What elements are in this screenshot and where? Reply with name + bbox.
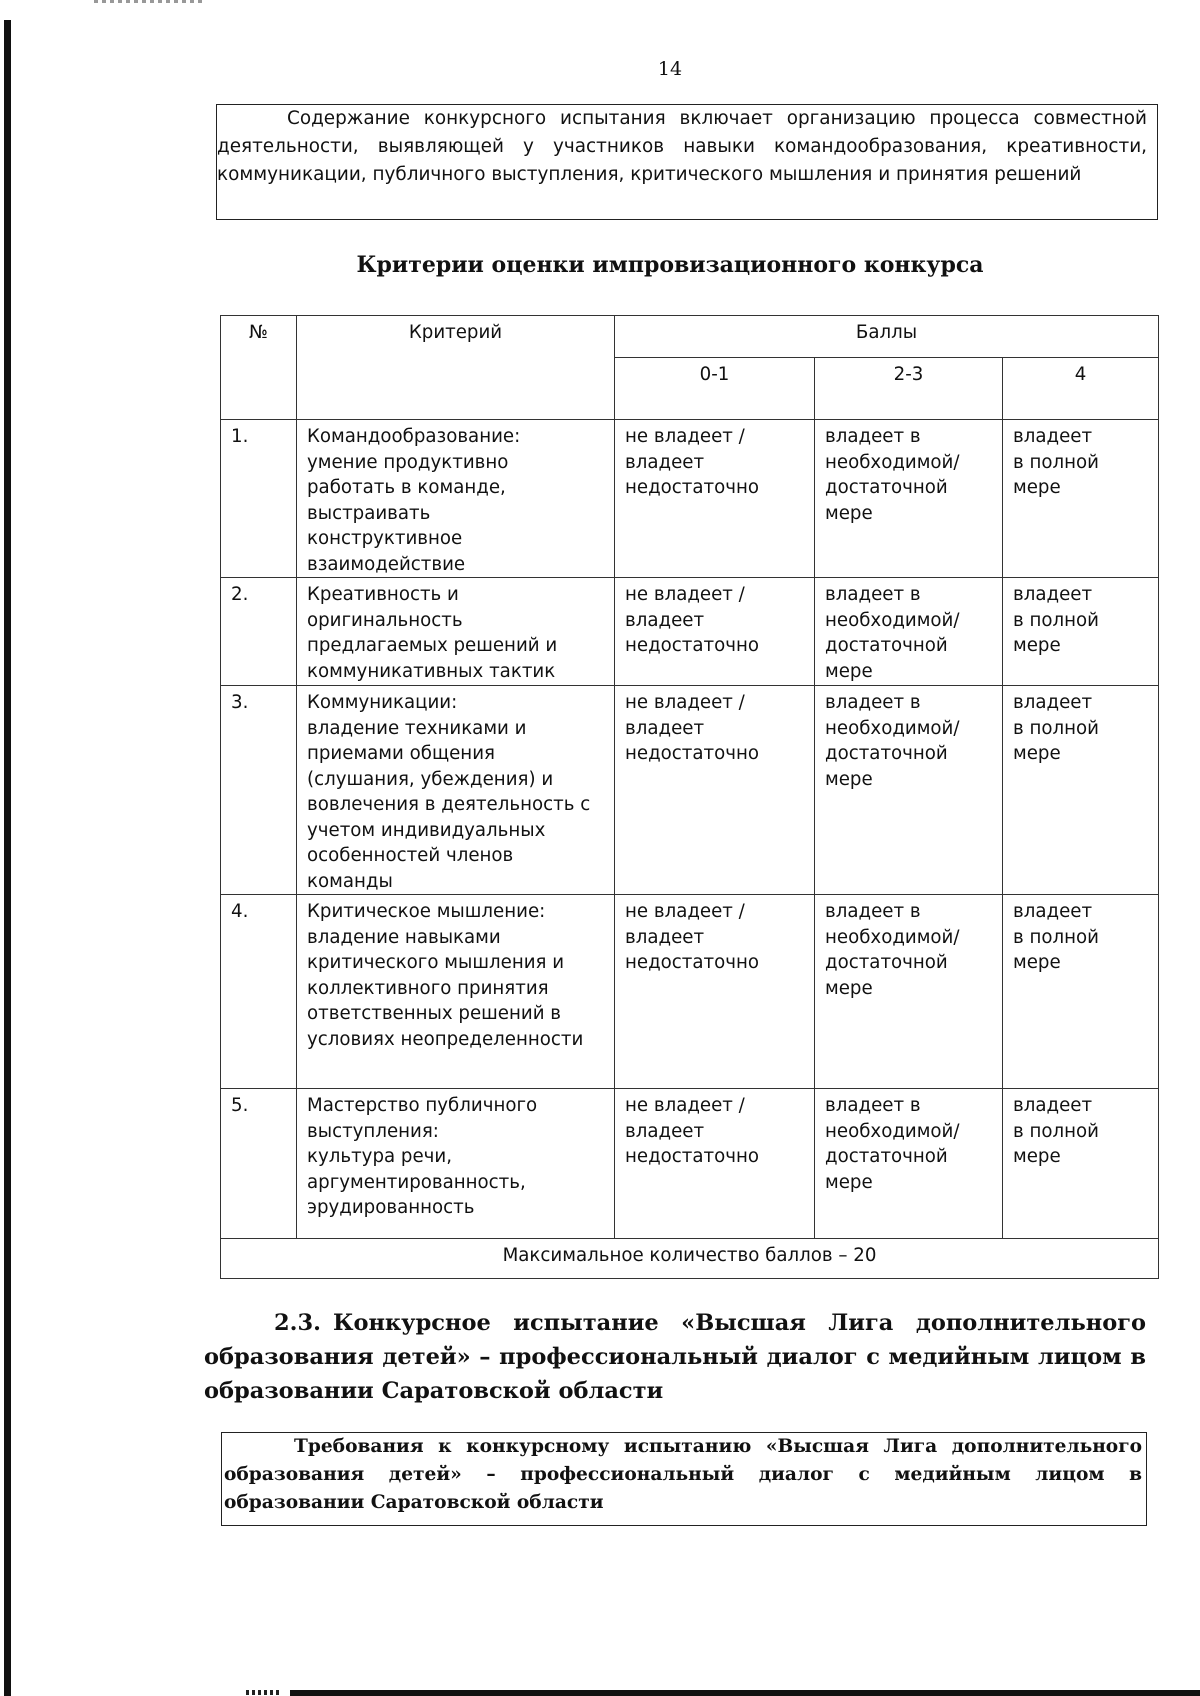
score-cell-high: владеет в полной мере	[1003, 1089, 1159, 1239]
content-description-box: Содержание конкурсного испытания включает организацию процесса совместной деятельности, выявляющей у участников навыки командообразования, креативности, коммуникации, публичного выступления, критического мышления и принятия решений	[216, 104, 1158, 220]
table-row	[221, 895, 1159, 1089]
score-cell-mid: владеет в необходимой/ достаточной мере	[815, 895, 1003, 1089]
score-cell-high: владеет в полной мере	[1003, 686, 1159, 895]
table-row	[221, 1089, 1159, 1239]
page-number: 14	[657, 58, 683, 80]
scan-edge-bottom	[290, 1690, 1200, 1696]
criterion-cell: Креативность и оригинальность предлагаемых решений и коммуникативных тактик	[297, 578, 615, 686]
score-cell-mid: владеет в необходимой/ достаточной мере	[815, 420, 1003, 578]
max-score-total: Максимальное количество баллов – 20	[221, 1239, 1159, 1279]
subsection-heading	[204, 1306, 1146, 1408]
table-row	[221, 686, 1159, 895]
criteria-table	[220, 315, 1159, 1279]
score-cell-mid: владеет в необходимой/ достаточной мере	[815, 578, 1003, 686]
requirements-box: Требования к конкурсному испытанию «Высшая Лига дополнительного образования детей» – профессиональный диалог с медийным лицом в образовании Саратовской области	[221, 1432, 1147, 1526]
score-cell-low: не владеет / владеет недостаточно	[615, 578, 815, 686]
row-number: 5.	[221, 1089, 297, 1239]
criterion-cell: Критическое мышление: владение навыками критического мышления и коллективного принятия ответственных решений в условиях неопределенности	[297, 895, 615, 1089]
scan-artifact-top	[94, 0, 204, 3]
criterion-cell: Мастерство публичного выступления: культура речи, аргументированность, эрудированность	[297, 1089, 615, 1239]
table-row	[221, 578, 1159, 686]
score-cell-low: не владеет / владеет недостаточно	[615, 420, 815, 578]
header-num: №	[221, 316, 297, 420]
header-score-range: 0-1	[615, 358, 815, 420]
row-number: 2.	[221, 578, 297, 686]
row-number: 3.	[221, 686, 297, 895]
score-cell-high: владеет в полной мере	[1003, 420, 1159, 578]
criterion-cell: Коммуникации: владение техниками и приемами общения (слушания, убеждения) и вовлечения в деятельность с учетом индивидуальных особенностей членов команды	[297, 686, 615, 895]
subsection-number: 2.3.	[274, 1310, 321, 1336]
row-number: 4.	[221, 895, 297, 1089]
score-cell-low: не владеет / владеет недостаточно	[615, 686, 815, 895]
score-cell-high: владеет в полной мере	[1003, 578, 1159, 686]
subsection-title: Конкурсное испытание «Высшая Лига дополнительного образования детей» – профессиональный диалог с медийным лицом в образовании Саратовской области	[204, 1310, 1146, 1404]
header-score-range: 2-3	[815, 358, 1003, 420]
criteria-title: Критерии оценки импровизационного конкурса	[356, 252, 984, 278]
score-cell-high: владеет в полной мере	[1003, 895, 1159, 1089]
table-row	[221, 420, 1159, 578]
header-criterion: Критерий	[297, 316, 615, 420]
header-score-range: 4	[1003, 358, 1159, 420]
table-total-row	[221, 1239, 1159, 1279]
score-cell-low: не владеет / владеет недостаточно	[615, 1089, 815, 1239]
row-number: 1.	[221, 420, 297, 578]
criterion-cell: Командообразование: умение продуктивно работать в команде, выстраивать конструктивное взаимодействие	[297, 420, 615, 578]
scan-artifact-bottom-dash	[246, 1690, 282, 1695]
header-points: Баллы	[615, 316, 1159, 358]
score-cell-mid: владеет в необходимой/ достаточной мере	[815, 1089, 1003, 1239]
score-cell-mid: владеет в необходимой/ достаточной мере	[815, 686, 1003, 895]
score-cell-low: не владеет / владеет недостаточно	[615, 895, 815, 1089]
